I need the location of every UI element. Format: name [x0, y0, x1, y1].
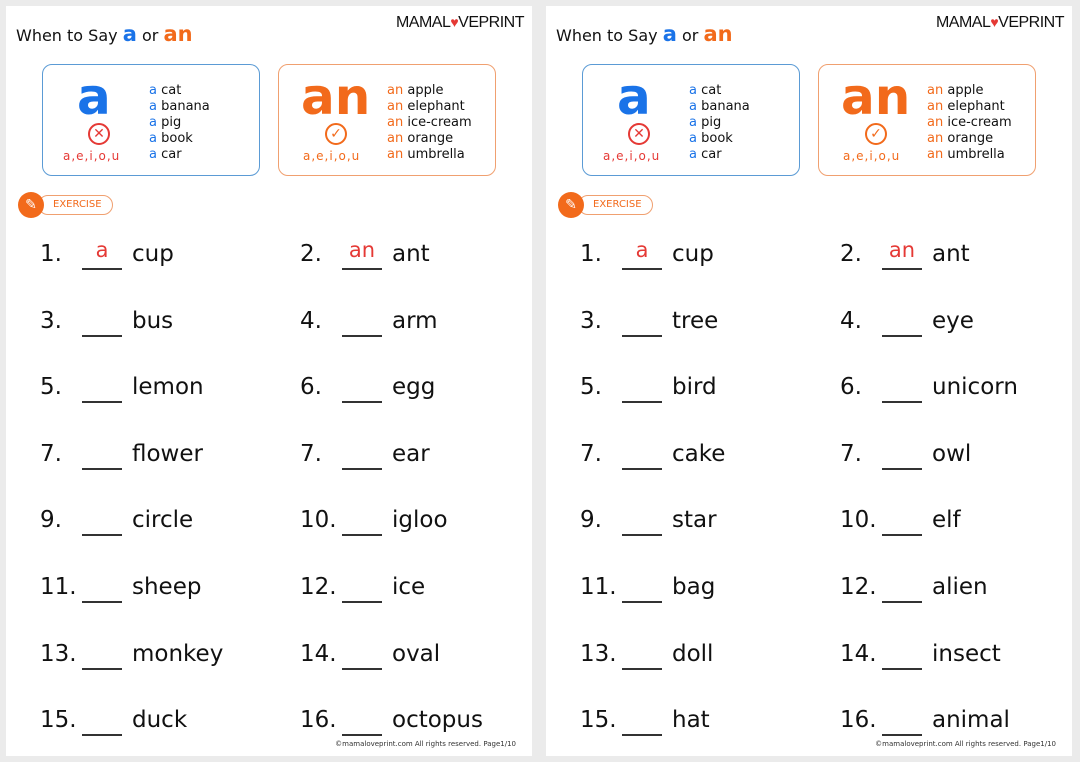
example-item: a cat — [689, 83, 722, 98]
answer-blank-line — [622, 468, 662, 470]
item-number: 11. — [40, 574, 77, 600]
item-word: flower — [132, 441, 203, 467]
logo-text-right: VEPRINT — [998, 14, 1064, 31]
example-item: a pig — [149, 115, 182, 130]
item-number: 10. — [300, 507, 337, 533]
item-word: bird — [672, 374, 717, 400]
answer-blank-line — [622, 601, 662, 603]
answer-blank-text[interactable]: a — [95, 238, 109, 262]
pencil-icon: ✎ — [18, 192, 44, 218]
answer-blank-line — [342, 335, 382, 337]
exercise-items — [6, 6, 532, 756]
item-number: 14. — [840, 641, 877, 667]
item-number: 15. — [40, 707, 77, 733]
item-number: 11. — [580, 574, 617, 600]
item-number: 1. — [40, 241, 62, 267]
item-word: igloo — [392, 507, 448, 533]
item-word: bus — [132, 308, 174, 334]
item-number: 16. — [840, 707, 877, 733]
item-word: hat — [672, 707, 710, 733]
item-word: animal — [932, 707, 1010, 733]
example-item: a car — [149, 147, 182, 162]
answer-blank-line — [622, 534, 662, 536]
example-item: an ice-cream — [927, 115, 1012, 130]
example-item: a book — [689, 131, 733, 146]
answer-blank-text[interactable]: a — [635, 238, 649, 262]
exercise-items — [546, 6, 1072, 756]
item-number: 16. — [300, 707, 337, 733]
item-number: 12. — [300, 574, 337, 600]
item-word: star — [672, 507, 717, 533]
title-prefix: When to Say — [556, 26, 658, 45]
item-number: 4. — [300, 308, 322, 334]
logo-text-left: MAMAL — [395, 14, 451, 31]
rule-letter-an: an — [841, 68, 911, 126]
item-word: tree — [672, 308, 719, 334]
title-article-a: a — [662, 22, 677, 46]
item-word: arm — [392, 308, 438, 334]
exercise-label: EXERCISE — [578, 195, 653, 215]
item-number: 13. — [580, 641, 617, 667]
answer-blank-line — [342, 268, 382, 270]
item-word: circle — [132, 507, 194, 533]
item-number: 7. — [300, 441, 322, 467]
title-article-an: an — [163, 22, 193, 46]
item-word: cup — [132, 241, 174, 267]
item-word: oval — [392, 641, 441, 667]
item-number: 9. — [40, 507, 62, 533]
item-word: cake — [672, 441, 726, 467]
example-item: an elephant — [387, 99, 465, 114]
item-word: lemon — [132, 374, 204, 400]
example-item: a banana — [149, 99, 210, 114]
item-number: 12. — [840, 574, 877, 600]
item-number: 7. — [840, 441, 862, 467]
item-number: 7. — [580, 441, 602, 467]
item-number: 6. — [840, 374, 862, 400]
item-word: owl — [932, 441, 972, 467]
item-word: alien — [932, 574, 988, 600]
cross-icon: ✕ — [628, 123, 650, 145]
answer-blank-line — [342, 534, 382, 536]
answer-blank-line — [882, 335, 922, 337]
answer-blank-line — [882, 601, 922, 603]
item-word: monkey — [132, 641, 224, 667]
answer-blank-line — [342, 668, 382, 670]
example-item: a cat — [149, 83, 182, 98]
title-article-an: an — [703, 22, 733, 46]
answer-blank-line — [82, 468, 122, 470]
item-number: 5. — [580, 374, 602, 400]
answer-blank-line — [622, 401, 662, 403]
title-article-a: a — [122, 22, 137, 46]
item-number: 9. — [580, 507, 602, 533]
answer-blank-line — [342, 401, 382, 403]
worksheet-page-2 — [546, 6, 1072, 756]
vowels-label: a,e,i,o,u — [843, 149, 901, 163]
item-word: duck — [132, 707, 188, 733]
answer-blank-line — [882, 268, 922, 270]
item-number: 6. — [300, 374, 322, 400]
item-word: doll — [672, 641, 714, 667]
example-item: an apple — [387, 83, 444, 98]
item-word: sheep — [132, 574, 202, 600]
answer-blank-line — [622, 335, 662, 337]
vowels-label: a,e,i,o,u — [303, 149, 361, 163]
item-word: insect — [932, 641, 1001, 667]
answer-blank-line — [622, 734, 662, 736]
item-number: 5. — [40, 374, 62, 400]
item-word: ice — [392, 574, 426, 600]
title-or: or — [141, 26, 159, 45]
example-item: an umbrella — [927, 147, 1005, 162]
example-item: a banana — [689, 99, 750, 114]
example-item: an umbrella — [387, 147, 465, 162]
answer-blank-text[interactable]: an — [888, 238, 916, 262]
answer-blank-line — [882, 668, 922, 670]
heart-icon: ♥ — [990, 14, 999, 30]
item-number: 15. — [580, 707, 617, 733]
item-number: 1. — [580, 241, 602, 267]
item-word: ant — [392, 241, 430, 267]
example-item: an elephant — [927, 99, 1005, 114]
answer-blank-line — [882, 734, 922, 736]
answer-blank-line — [882, 468, 922, 470]
item-number: 2. — [840, 241, 862, 267]
item-word: bag — [672, 574, 716, 600]
answer-blank-line — [82, 534, 122, 536]
item-word: unicorn — [932, 374, 1018, 400]
exercise-label: EXERCISE — [38, 195, 113, 215]
item-number: 3. — [40, 308, 62, 334]
answer-blank-line — [342, 734, 382, 736]
example-item: an orange — [927, 131, 994, 146]
logo-text-left: MAMAL — [935, 14, 991, 31]
answer-blank-line — [82, 668, 122, 670]
item-number: 14. — [300, 641, 337, 667]
answer-blank-line — [82, 401, 122, 403]
item-number: 7. — [40, 441, 62, 467]
item-word: eye — [932, 308, 974, 334]
answer-blank-line — [342, 468, 382, 470]
item-number: 10. — [840, 507, 877, 533]
copyright-footer: ©mamaloveprint.com All rights reserved. Page1/10 — [875, 740, 1056, 748]
item-word: elf — [932, 507, 961, 533]
rule-letter-an: an — [301, 68, 371, 126]
item-word: ear — [392, 441, 430, 467]
item-word: cup — [672, 241, 714, 267]
pencil-icon: ✎ — [558, 192, 584, 218]
cross-icon: ✕ — [88, 123, 110, 145]
check-icon: ✓ — [325, 123, 347, 145]
example-item: a car — [689, 147, 722, 162]
check-icon: ✓ — [865, 123, 887, 145]
rule-letter-a: a — [617, 68, 651, 126]
vowels-label: a,e,i,o,u — [603, 149, 661, 163]
answer-blank-line — [882, 534, 922, 536]
item-number: 4. — [840, 308, 862, 334]
title-or: or — [681, 26, 699, 45]
item-word: egg — [392, 374, 436, 400]
answer-blank-line — [342, 601, 382, 603]
answer-blank-text[interactable]: an — [348, 238, 376, 262]
answer-blank-line — [622, 268, 662, 270]
item-number: 3. — [580, 308, 602, 334]
example-item: a book — [149, 131, 193, 146]
answer-blank-line — [882, 401, 922, 403]
copyright-footer: ©mamaloveprint.com All rights reserved. Page1/10 — [335, 740, 516, 748]
answer-blank-line — [82, 601, 122, 603]
logo-text-right: VEPRINT — [458, 14, 524, 31]
item-word: octopus — [392, 707, 483, 733]
rule-letter-a: a — [77, 68, 111, 126]
worksheet-page-1 — [6, 6, 532, 756]
answer-blank-line — [82, 335, 122, 337]
example-item: an apple — [927, 83, 984, 98]
item-word: ant — [932, 241, 970, 267]
heart-icon: ♥ — [450, 14, 459, 30]
example-item: an orange — [387, 131, 454, 146]
title-prefix: When to Say — [16, 26, 118, 45]
item-number: 2. — [300, 241, 322, 267]
answer-blank-line — [82, 268, 122, 270]
example-item: a pig — [689, 115, 722, 130]
vowels-label: a,e,i,o,u — [63, 149, 121, 163]
answer-blank-line — [82, 734, 122, 736]
item-number: 13. — [40, 641, 77, 667]
example-item: an ice-cream — [387, 115, 472, 130]
answer-blank-line — [622, 668, 662, 670]
